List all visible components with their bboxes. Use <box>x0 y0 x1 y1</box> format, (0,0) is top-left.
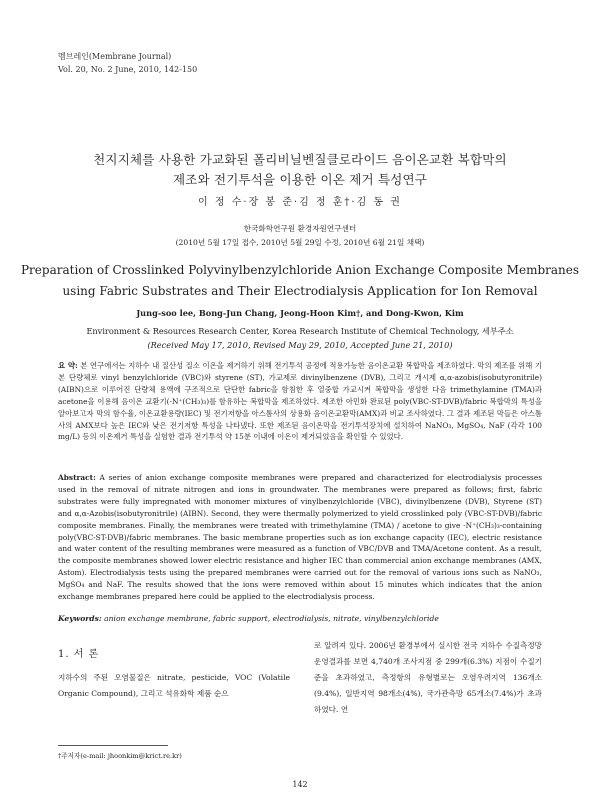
journal-header <box>58 50 197 76</box>
title-korean <box>0 150 600 190</box>
abstract-english-label: Abstract: <box>58 473 96 482</box>
section-heading: 1. 서 론 <box>58 649 100 660</box>
keywords-text: anion exchange membrane, fabric support, electrodialysis, nitrate, vinylbenzylchloride <box>104 614 439 623</box>
affiliation-english-institute: Environment & Resources Research Center, Korea Research Institute of Chemical Technology, 세부주소 <box>86 326 514 336</box>
body-text-right: 로 알려져 있다. 2006년 환경부에서 실시한 전국 지하수 수질측정망 운영결과를 보면 4,740개 조사지점 중 299개(6.3%) 지점이 수질기준을 초과하였고, 측정항의 유형별로는 오염우려지역 136개소(9.4%), 일반지역 98개소(4%), 국가관측망 65개소(7.4%)가 초과하였다. 연 <box>314 641 542 714</box>
journal-name: 멤브레인(Membrane Journal) <box>58 52 172 61</box>
affiliation-korean <box>0 222 600 250</box>
abstract-korean-text: 본 연구에서는 지하수 내 질산성 질소 이온을 제거하기 위해 전기투석 공정에 적용가능한 음이온교환 복합막을 제조하였다. 막의 제조를 위해 기본 단량체로 vinyl benzylchloride (VBC)와 styrene (ST), 가교제로 divinylbenzene (DVB), 그리고 개시제 α,α-azobis(isobutyronitrile) (AIBN)으로 이루어진 단량체 용액에 구조적으로 단단한 fabric을 함침한 후 열중합 가교시켜 복합막을 생성한 다음 trimethylamine (TMA)과 acetone을 이용해 음이온 교환기(-N⁺(CH₃)₃)를 함유하는 복합막을 제조하였다. 제조한 아민화 완료된 poly(VBC-ST-DVB)/fabric 복합막의 특성을 알아보고자 막의 함수율, 이온교환용량(IEC) 및 전기저항을 아스톰사의 상용화 음이온교환막(AMX)과 비교 조사하였다. 그 결과 제조된 막들은 아스톰사의 AMX보다 높은 IEC와 낮은 전기저항 특성을 나타냈다. 또한 제조된 음이온막을 전기투석장치에 설치하여 NaNO₃, MgSO₄, NaF (각각 100 mg/L) 등의 이온제거 특성을 실험한 결과 전기투석 약 15분 이내에 이온이 제거되었음을 확인할 수 있었다. <box>58 361 542 442</box>
body-text-left: 지하수의 주된 오염물질은 nitrate, pesticide, VOC (Volatile Organic Compound), 그리고 석유화학 제품 순으 <box>58 673 290 698</box>
abstract-english-text: A series of anion exchange composite membranes were prepared and characterized for electrodialysis processes used in the removal of nitrate nitrogen and ions in groundwater. The membranes were prepared as follows; first, fabric substrates were fully impregnated with monomer mixtures of vinylbenzylchloride (VBC), divinylbenzene (DVB), Styrene (ST) and α,α-Azobis(isobutyronitrile) (AIBN). Second, they were thermally polymerized to yield crosslinked poly (VBC-ST-DVB)/fabric composite membranes. Finally, the membranes were treated with trimethylamine (TMA) / acetone to give -N⁺(CH₃)₃-containing poly(VBC-ST-DVB)/fabric membranes. The basic membrane properties such as ion exchange capacity (IEC), electric resistance and water content of the resulting membranes were measured as a function of VBC/DVB and TMA/Acetone content. As a result, the composite membranes showed lower electric resistance and higher IEC than commercial anion exchange membranes (AMX, Astom). Electrodialysis tests using the prepared membranes were carried out for the removal of various ions such as NaNO₃, MgSO₄ and NaF. The results showed that the ions were removed within about 15 minutes which indicates that the anion exchange membranes prepared here could be applied to the electrodialysis process. <box>58 473 542 602</box>
footnote-divider <box>58 745 168 746</box>
affiliation-korean-institute: 한국화학연구원 환경자원연구센터 <box>243 224 357 233</box>
title-english-line2: using Fabric Substrates and Their Electrodialysis Application for Ion Removal <box>62 284 538 298</box>
footnote: †주저자(e-mail: jhoonkim@krict.re.kr) <box>58 752 182 760</box>
authors-english: Jung-soo lee, Bong-Jun Chang, Jeong-Hoon Kim†, and Dong-Kwon, Kim <box>136 308 464 318</box>
page-number: 142 <box>292 780 308 789</box>
affiliation-english <box>0 324 600 352</box>
title-korean-line2: 제조와 전기투석을 이용한 이온 제거 특성연구 <box>172 172 428 187</box>
authors-korean: 이 정 수·장 봉 준·김 정 훈†·김 동 권 <box>198 197 402 208</box>
body-column-right <box>314 638 542 718</box>
keywords <box>58 614 542 623</box>
affiliation-english-dates: (Received May 17, 2010, Revised May 29, 2010, Accepted June 21, 2010) <box>147 340 453 350</box>
title-english-line1: Preparation of Crosslinked Polyvinylbenzylchloride Anion Exchange Composite Membranes <box>20 263 580 277</box>
abstract-korean <box>58 360 542 443</box>
abstract-english <box>58 472 542 603</box>
body-column-left <box>58 645 290 702</box>
abstract-korean-label: 요 약: <box>58 361 78 370</box>
affiliation-korean-dates: (2010년 5월 17일 접수, 2010년 5월 29일 수정, 2010년 6월 21일 채택) <box>175 238 425 247</box>
journal-issue: Vol. 20, No. 2 June, 2010, 142-150 <box>58 65 198 74</box>
title-korean-line1: 천지지체를 사용한 가교화된 폴리비닐벤질클로라이드 음이온교환 복합막의 <box>93 152 507 167</box>
title-english <box>0 260 600 302</box>
keywords-label: Keywords: <box>58 614 102 623</box>
